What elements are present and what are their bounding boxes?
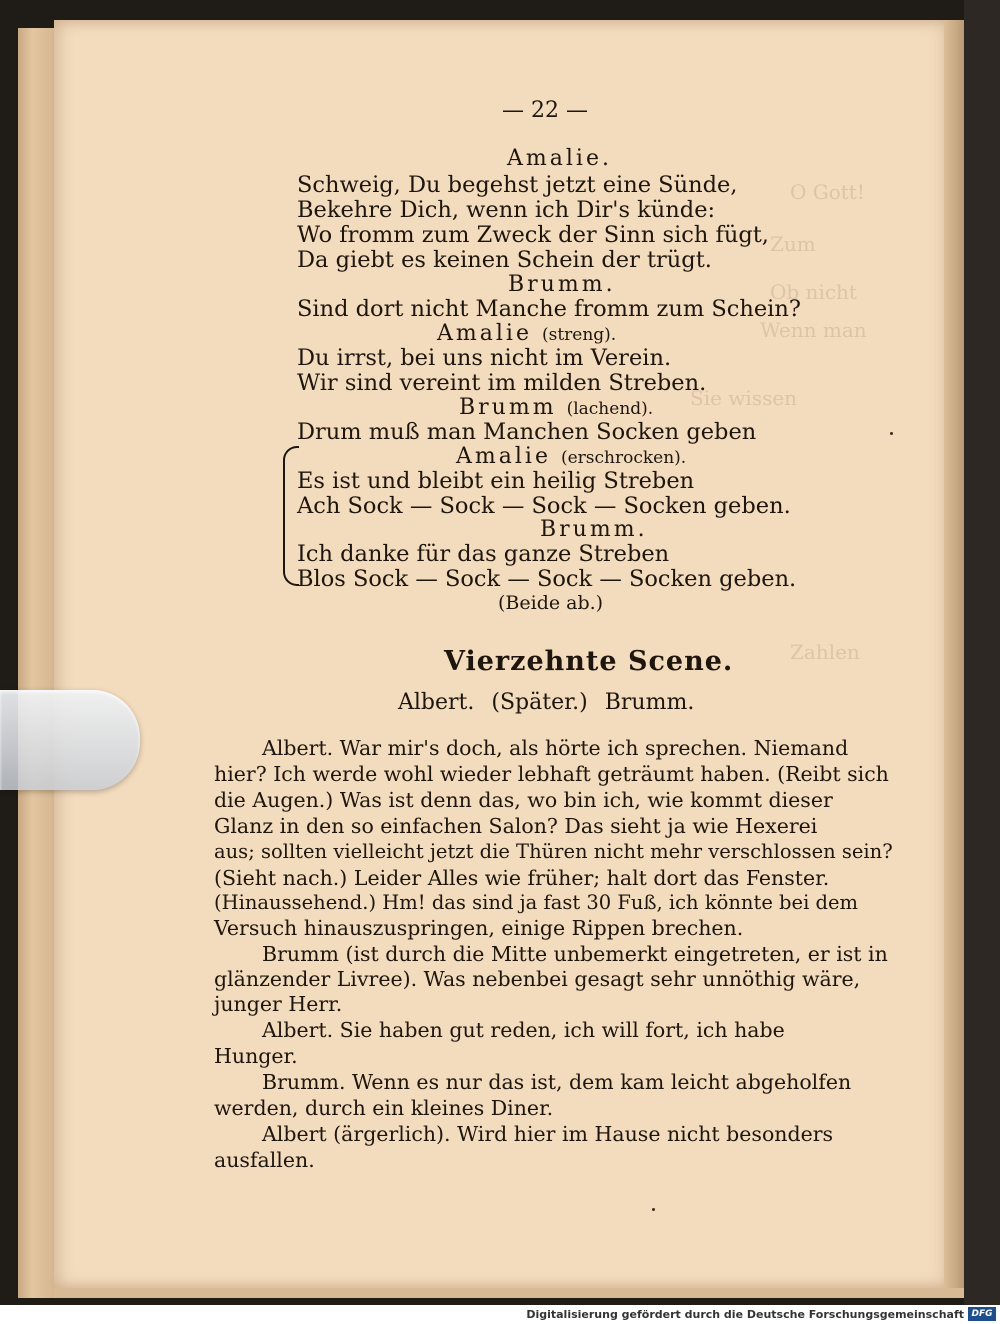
funding-credit: Digitalisierung gefördert durch die Deutsche Forschungsgemeinschaft: [526, 1308, 964, 1321]
speaker-name: Amalie: [437, 321, 532, 346]
prose-line: Brumm. Wenn es nur das ist, dem kam leicht abgeholfen: [262, 1070, 852, 1094]
prose-line: hier? Ich werde wohl wieder lebhaft geträumt haben. (Reibt sich: [214, 762, 889, 786]
prose-line: Glanz in den so einfachen Salon? Das sieht ja wie Hexerei: [214, 814, 818, 838]
verse-line: Blos Sock — Sock — Sock — Socken geben.: [297, 566, 797, 592]
speaker-with-direction: [456, 446, 686, 468]
speaker-name: Amalie: [456, 444, 551, 469]
show-through-text: Sie wissen: [690, 386, 798, 410]
stage-direction: (streng).: [541, 325, 617, 345]
speaker-name: Amalie.: [507, 146, 612, 171]
verse-line: Ach Sock — Sock — Sock — Socken geben.: [297, 493, 791, 519]
prose-line: Albert. Sie haben gut reden, ich will fort, ich habe: [262, 1018, 785, 1042]
page-number: — 22 —: [502, 98, 588, 123]
scene-title: Vierzehnte Scene.: [444, 646, 734, 677]
page-clip: [0, 690, 140, 790]
stage-direction: (lachend).: [566, 399, 654, 419]
verse-line: Schweig, Du begehst jetzt eine Sünde,: [297, 172, 738, 198]
show-through-text: Zahlen: [790, 640, 860, 664]
prose-line: Albert. War mir's doch, als hörte ich sprechen. Niemand: [262, 736, 849, 760]
scanner-border: [964, 0, 1000, 1305]
show-through-text: Wenn man: [760, 318, 867, 342]
footer-bar: [0, 1305, 1000, 1324]
prose-line: werden, durch ein kleines Diner.: [214, 1096, 554, 1120]
prose-line: (Hinaussehend.) Hm! das sind ja fast 30 Fuß, ich könnte bei dem: [214, 891, 859, 914]
prose-line: Brumm (ist durch die Mitte unbemerkt eingetreten, er ist in: [262, 942, 888, 966]
ink-speck: [890, 432, 893, 435]
page-gutter: [944, 20, 964, 1288]
prose-line: die Augen.) Was ist denn das, wo bin ich, wie kommt dieser: [214, 788, 833, 812]
speaker-name: Brumm: [459, 395, 557, 420]
stage-direction: (erschrocken).: [560, 448, 687, 468]
verse-line: Ich danke für das ganze Streben: [297, 541, 670, 567]
prose-line: Versuch hinauszuspringen, einige Rippen brechen.: [214, 916, 744, 940]
speaker-with-direction: [437, 323, 616, 345]
prose-line: Hunger.: [214, 1044, 298, 1068]
show-through-text: Zum: [770, 232, 816, 256]
prose-line: aus; sollten vielleicht jetzt die Thüren nicht mehr verschlossen sein?: [214, 840, 893, 863]
verse-line: Bekehre Dich, wenn ich Dir's künde:: [297, 197, 716, 223]
prose-line: ausfallen.: [214, 1148, 315, 1172]
verse-line: Wo fromm zum Zweck der Sinn sich fügt,: [297, 222, 769, 248]
speaker-name: Brumm.: [540, 517, 648, 542]
ink-speck: [652, 1208, 655, 1211]
dfg-logo: DFG: [968, 1307, 996, 1321]
scene-cast: Albert. (Später.) Brumm.: [398, 690, 695, 715]
speaker-with-direction: [459, 397, 653, 419]
stage-direction: (Beide ab.): [498, 592, 604, 614]
prose-line: junger Herr.: [214, 992, 343, 1016]
speaker-name: Brumm.: [508, 272, 616, 297]
verse-line: Wir sind vereint im milden Streben.: [297, 370, 707, 396]
verse-line: Da giebt es keinen Schein der trügt.: [297, 247, 712, 273]
verse-line: Du irrst, bei uns nicht im Verein.: [297, 345, 672, 371]
show-through-text: Ob nicht: [770, 280, 857, 304]
verse-line: Es ist und bleibt ein heilig Streben: [297, 468, 695, 494]
prose-line: Albert (ärgerlich). Wird hier im Hause nicht besonders: [262, 1122, 834, 1146]
prose-line: (Sieht nach.) Leider Alles wie früher; halt dort das Fenster.: [214, 866, 830, 890]
page-stack-edge: [18, 28, 54, 1298]
show-through-text: O Gott!: [790, 180, 865, 204]
verse-line: Sind dort nicht Manche fromm zum Schein?: [297, 296, 801, 322]
prose-line: glänzender Livree). Was nebenbei gesagt sehr unnöthig wäre,: [214, 967, 861, 991]
verse-line: Drum muß man Manchen Socken geben: [297, 419, 757, 445]
